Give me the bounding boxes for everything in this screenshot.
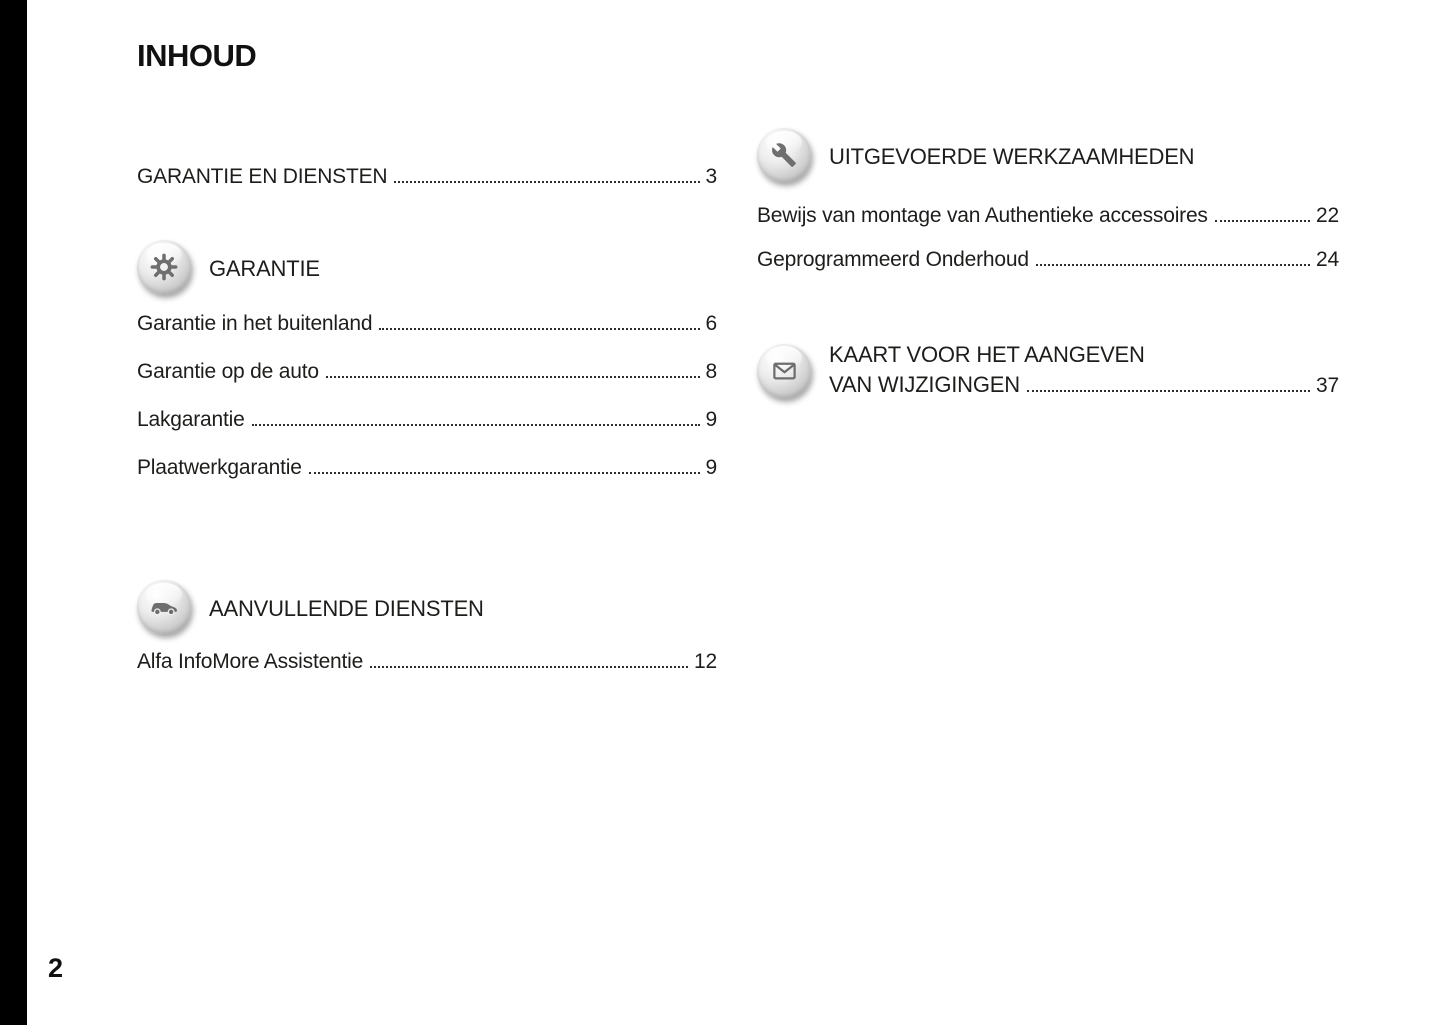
toc-entry-page: 8 [705, 360, 717, 383]
toc-entry-plaatwerkgarantie[interactable] [137, 444, 717, 492]
toc-entry-garantie-auto[interactable] [137, 348, 717, 396]
section-heading-kaart-wijzigingen[interactable] [757, 340, 1339, 401]
toc-entry-page: 9 [705, 456, 717, 479]
toc-entry-garantie-en-diensten[interactable] [137, 162, 717, 192]
car-icon [137, 580, 191, 634]
toc-entry-label: Geprogrammeerd Onderhoud [757, 248, 1029, 271]
section-heading-label: UITGEVOERDE WERKZAAMHEDEN [829, 144, 1195, 169]
toc-entry-label: Alfa InfoMore Assistentie [137, 650, 364, 673]
dot-leader [370, 666, 688, 668]
dot-leader [252, 424, 700, 426]
toc-entry-page: 24 [1316, 248, 1339, 271]
toc-entry-page: 37 [1316, 374, 1339, 397]
dot-leader [309, 472, 700, 474]
section-heading-uitgevoerde-werkzaamheden [757, 128, 1339, 182]
gear-icon [137, 240, 191, 294]
toc-entry-page: 9 [705, 408, 717, 431]
garantie-entry-list [137, 300, 717, 492]
dot-leader [326, 376, 700, 378]
page-number: 2 [48, 953, 63, 983]
toc-entry-page: 6 [705, 312, 717, 335]
toc-entry-geprogrammeerd-onderhoud[interactable] [757, 238, 1339, 282]
toc-entry-bewijs-montage[interactable] [757, 194, 1339, 238]
toc-entry-alfa-infomore[interactable] [137, 638, 717, 686]
toc-entry-lakgarantie[interactable] [137, 396, 717, 444]
envelope-icon [757, 344, 811, 398]
toc-entry-label: GARANTIE EN DIENSTEN [137, 165, 388, 188]
dot-leader [1036, 264, 1310, 266]
section-heading-line2: VAN WIJZIGINGEN [829, 372, 1020, 397]
spine-bar [0, 0, 27, 1025]
dot-leader [379, 328, 699, 330]
toc-entry-page: 12 [694, 650, 717, 673]
dot-leader [394, 181, 699, 183]
toc-entry-page: 3 [705, 165, 717, 188]
dot-leader [1027, 390, 1310, 392]
toc-entry-label: Bewijs van montage van Authentieke accessoires [757, 204, 1208, 227]
toc-entry-garantie-buitenland[interactable] [137, 300, 717, 348]
dot-leader [1215, 220, 1310, 222]
wrench-icon [757, 128, 811, 182]
toc-entry-page: 22 [1316, 204, 1339, 227]
section-heading-aanvullende-diensten [137, 580, 717, 634]
page-title: INHOUD [137, 38, 257, 73]
section-heading-label: AANVULLENDE DIENSTEN [209, 596, 484, 621]
section-heading-label: GARANTIE [209, 256, 320, 281]
section-heading-line1: KAART VOOR HET AANGEVEN [829, 342, 1145, 367]
section-heading-line2-row [829, 370, 1339, 401]
toc-entry-label: Lakgarantie [137, 408, 245, 431]
toc-entry-label: Garantie in het buitenland [137, 312, 373, 335]
section-heading-garantie [137, 240, 717, 294]
toc-entry-label: Garantie op de auto [137, 360, 319, 383]
toc-entry-label: Plaatwerkgarantie [137, 456, 302, 479]
toc-left-column [137, 162, 717, 686]
section-heading-lines [829, 340, 1339, 401]
werkzaamheden-entry-list [757, 194, 1339, 282]
toc-right-column [757, 128, 1339, 401]
